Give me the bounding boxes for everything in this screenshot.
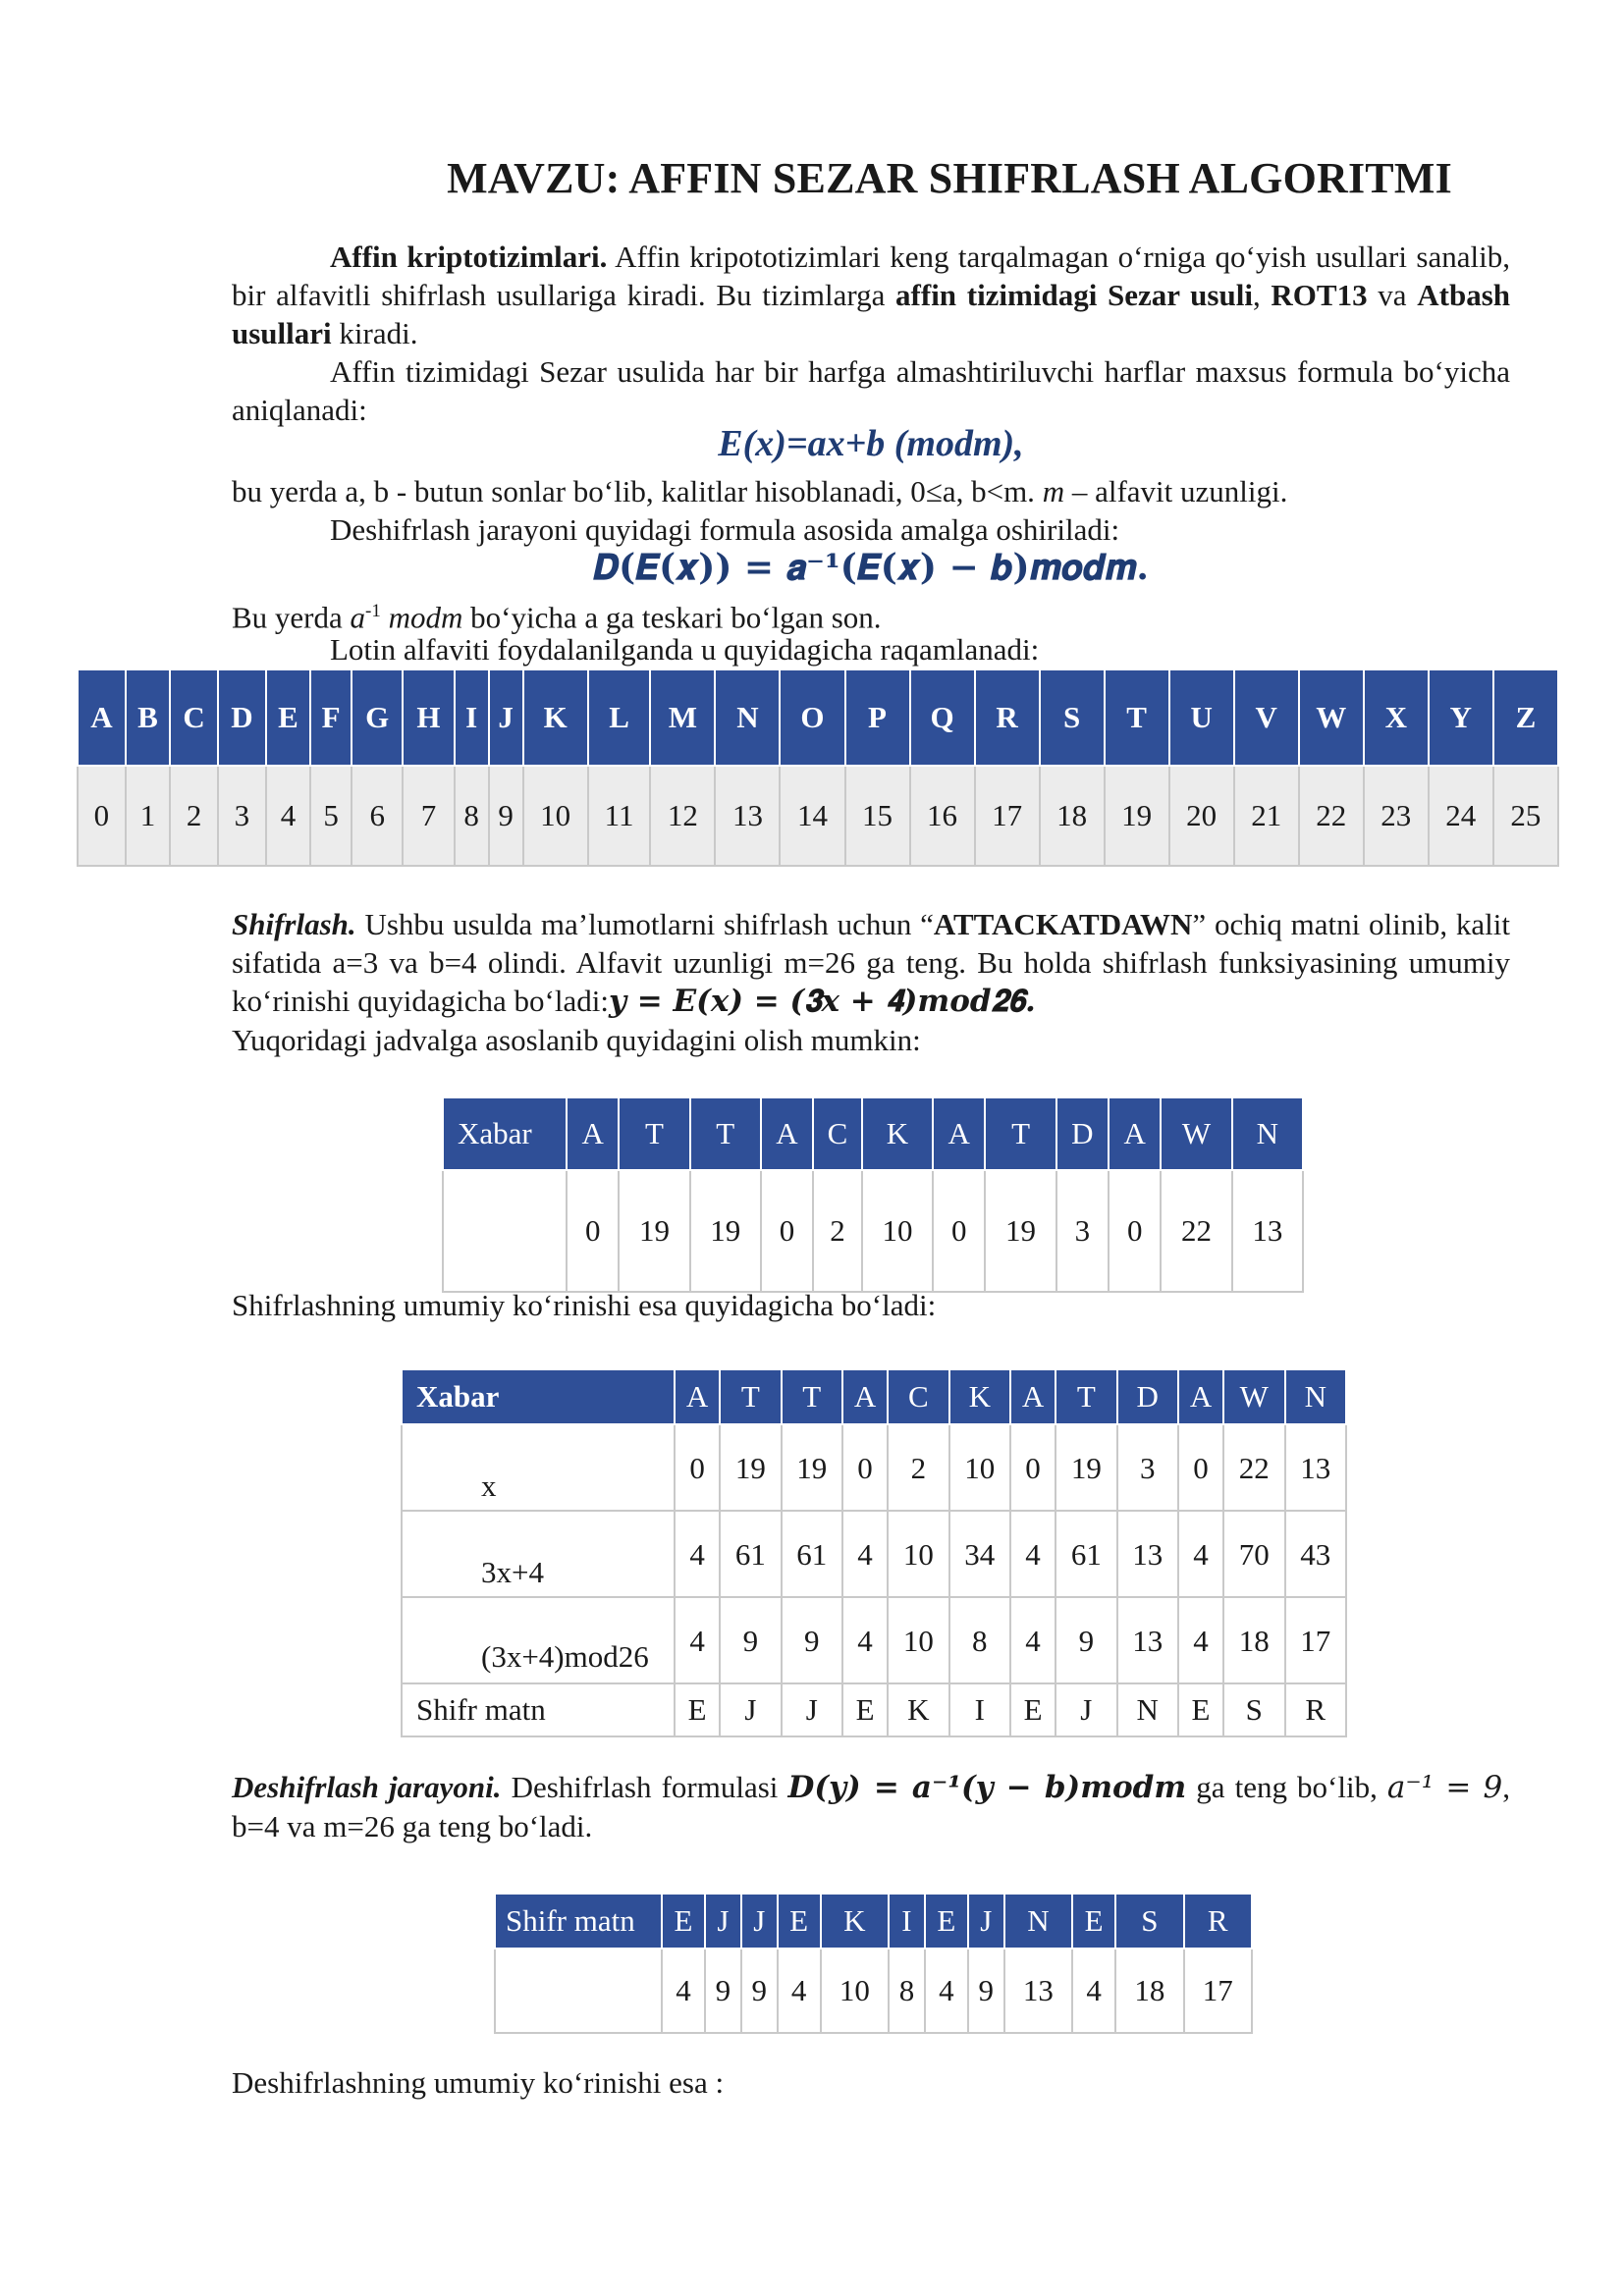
- encryption-letter-cell: T: [782, 1369, 842, 1424]
- alphabet-letter-cell: K: [523, 669, 588, 766]
- decryption-empty-cell: [495, 1949, 662, 2033]
- alphabet-number-cell: 13: [715, 766, 780, 866]
- decryption-function: 𝑫(𝒚) = 𝒂⁻¹(𝒚 − 𝒃)𝒎𝒐𝒅𝒎: [787, 1770, 1187, 1805]
- alphabet-letter-cell: Z: [1493, 669, 1558, 766]
- encryption-value-cell: 4: [1178, 1511, 1223, 1597]
- message-number-cell: 3: [1056, 1170, 1109, 1292]
- decryption-letter-cell: J: [968, 1894, 1004, 1949]
- paragraph-encryption: [232, 905, 1510, 1059]
- inverse-text: bo‘yicha a ga teskari bo‘lgan son.: [462, 600, 882, 635]
- message-number-cell: 10: [862, 1170, 933, 1292]
- decryption-letter-cell: K: [821, 1894, 889, 1949]
- encryption-table: [401, 1368, 1347, 1737]
- encryption-value-cell: 10: [888, 1597, 948, 1683]
- encryption-value-cell: 0: [842, 1424, 888, 1511]
- paragraph-decryption: [232, 1768, 1510, 1845]
- alphabet-letter-cell: P: [845, 669, 910, 766]
- encryption-text: ” ochiq matni olinib, kalit sifatida a=3 va b=4 olindi. Alfavit uzunligi m=26 ga teng. Bu holda shifrlash funksiyasining umumiy ko‘rinishi quyidagicha bo‘ladi:: [232, 907, 1510, 1018]
- cipher-letter-cell: E: [842, 1683, 888, 1736]
- encryption-row-x: [402, 1424, 1346, 1511]
- alphabet-number-cell: 12: [650, 766, 715, 866]
- alphabet-number-cell: 5: [310, 766, 352, 866]
- intro-bold-term: Atbash usullari: [232, 278, 1511, 350]
- encryption-letter-cell: C: [888, 1369, 948, 1424]
- encryption-value-cell: 0: [1010, 1424, 1056, 1511]
- alphabet-number-cell: 22: [1299, 766, 1364, 866]
- alphabet-letter-cell: L: [588, 669, 651, 766]
- encryption-value-cell: 9: [720, 1597, 781, 1683]
- message-letter-cell: A: [567, 1097, 619, 1170]
- alphabet-numbers-row: [78, 766, 1558, 866]
- alphabet-number-cell: 2: [170, 766, 218, 866]
- decryption-text: , b=4 va m=26 ga teng bo‘ladi.: [232, 1770, 1511, 1843]
- decryption-number-cell: 9: [968, 1949, 1004, 2033]
- message-letter-cell: K: [862, 1097, 933, 1170]
- message-letter-cell: T: [619, 1097, 689, 1170]
- decryption-number-cell: 18: [1115, 1949, 1183, 2033]
- encryption-letter-cell: T: [720, 1369, 781, 1424]
- encryption-value-cell: 19: [782, 1424, 842, 1511]
- encryption-value-cell: 61: [720, 1511, 781, 1597]
- keys-m: m: [1042, 474, 1065, 508]
- message-number-cell: 19: [619, 1170, 689, 1292]
- inverse-text: Bu yerda: [232, 600, 351, 635]
- alphabet-number-cell: 7: [403, 766, 454, 866]
- cipher-letter-cell: S: [1223, 1683, 1284, 1736]
- paragraph-affine-rule: Affin tizimidagi Sezar usulida har bir harfga almashtiriluvchi harflar maxsus formula bo‘yicha aniqlanadi:: [232, 354, 1510, 427]
- encryption-value-cell: 10: [949, 1424, 1010, 1511]
- intro-text: va: [1367, 278, 1418, 312]
- encryption-row-cipher: [402, 1683, 1346, 1736]
- encryption-letter-cell: A: [842, 1369, 888, 1424]
- decryption-letter-cell: R: [1184, 1894, 1252, 1949]
- alphabet-number-cell: 19: [1105, 766, 1169, 866]
- alphabet-letter-cell: U: [1169, 669, 1234, 766]
- decryption-letter-cell: I: [889, 1894, 925, 1949]
- intro-text: kiradi.: [331, 316, 418, 350]
- row-label: (3x+4)mod26: [402, 1597, 675, 1683]
- encryption-header-label: Xabar: [402, 1369, 675, 1424]
- decryption-number-cell: 10: [821, 1949, 889, 2033]
- decryption-number-cell: 13: [1004, 1949, 1072, 2033]
- message-table: [442, 1096, 1304, 1293]
- alphabet-letter-cell: C: [170, 669, 218, 766]
- message-number-cell: 0: [1109, 1170, 1161, 1292]
- decryption-letter-cell: J: [705, 1894, 741, 1949]
- cipher-letter-cell: R: [1285, 1683, 1346, 1736]
- decryption-table: [494, 1893, 1253, 2034]
- row-label: 3x+4: [402, 1511, 675, 1597]
- alphabet-letter-cell: A: [78, 669, 126, 766]
- message-letter-cell: A: [1109, 1097, 1161, 1170]
- alphabet-number-cell: 20: [1169, 766, 1234, 866]
- cipher-letter-cell: E: [1178, 1683, 1223, 1736]
- message-letter-cell: W: [1161, 1097, 1231, 1170]
- decryption-letter-cell: E: [662, 1894, 705, 1949]
- encryption-text: Yuqoridagi jadvalga asoslanib quyidagini olish mumkin:: [232, 1023, 921, 1057]
- paragraph-alphabet-intro: Lotin alfaviti foydalanilganda u quyidagicha raqamlanadi:: [330, 632, 1040, 667]
- alphabet-number-cell: 21: [1234, 766, 1299, 866]
- decryption-numbers-row: [495, 1949, 1252, 2033]
- alphabet-letter-cell: W: [1299, 669, 1364, 766]
- alphabet-letter-cell: S: [1040, 669, 1105, 766]
- encryption-value-cell: 13: [1285, 1424, 1346, 1511]
- encryption-value-cell: 2: [888, 1424, 948, 1511]
- decryption-number-cell: 4: [925, 1949, 968, 2033]
- encryption-value-cell: 0: [675, 1424, 720, 1511]
- intro-text: Affin kripototizimlari keng tarqalmagan o‘rniga qo‘yish usullari sanalib, bir alfavitli shifrlash usullariga kiradi. Bu tizimlarga: [232, 240, 1510, 312]
- encryption-letter-cell: A: [1178, 1369, 1223, 1424]
- decryption-letter-cell: E: [1072, 1894, 1115, 1949]
- message-number-cell: 19: [690, 1170, 761, 1292]
- decryption-lead: Deshifrlash jarayoni.: [232, 1770, 502, 1804]
- encryption-value-cell: 0: [1178, 1424, 1223, 1511]
- intro-bold-term: ROT13: [1271, 278, 1368, 312]
- decryption-label: Shifr matn: [495, 1894, 662, 1949]
- encryption-value-cell: 61: [1056, 1511, 1116, 1597]
- encryption-value-cell: 4: [1010, 1597, 1056, 1683]
- encryption-letter-cell: K: [949, 1369, 1010, 1424]
- message-letter-cell: C: [813, 1097, 862, 1170]
- alphabet-letter-cell: X: [1364, 669, 1429, 766]
- cipher-letter-cell: J: [782, 1683, 842, 1736]
- message-number-cell: 0: [567, 1170, 619, 1292]
- alphabet-number-cell: 25: [1493, 766, 1558, 866]
- message-letter-cell: T: [690, 1097, 761, 1170]
- message-letters-row: [443, 1097, 1303, 1170]
- message-letter-cell: A: [933, 1097, 985, 1170]
- encryption-value-cell: 18: [1223, 1597, 1284, 1683]
- alphabet-letters-row: [78, 669, 1558, 766]
- cipher-letter-cell: K: [888, 1683, 948, 1736]
- message-number-cell: 2: [813, 1170, 862, 1292]
- encryption-value-cell: 8: [949, 1597, 1010, 1683]
- message-letter-cell: D: [1056, 1097, 1109, 1170]
- message-letter-cell: T: [985, 1097, 1056, 1170]
- alphabet-number-cell: 24: [1429, 766, 1493, 866]
- encryption-value-cell: 4: [842, 1511, 888, 1597]
- encryption-formula: E(x)=ax+b (modm),: [718, 423, 1024, 464]
- encryption-value-cell: 22: [1223, 1424, 1284, 1511]
- encryption-lead: Shifrlash.: [232, 907, 356, 941]
- intro-lead: Affin kriptotizimlari.: [330, 240, 608, 274]
- decryption-letter-cell: J: [741, 1894, 778, 1949]
- decryption-number-cell: 8: [889, 1949, 925, 2033]
- alphabet-letter-cell: B: [126, 669, 170, 766]
- alphabet-number-cell: 0: [78, 766, 126, 866]
- alphabet-number-cell: 3: [218, 766, 266, 866]
- alphabet-letter-cell: O: [780, 669, 844, 766]
- message-number-cell: 19: [985, 1170, 1056, 1292]
- alphabet-number-cell: 1: [126, 766, 170, 866]
- encryption-letter-cell: A: [1010, 1369, 1056, 1424]
- encryption-value-cell: 10: [888, 1511, 948, 1597]
- intro-text: ,: [1252, 278, 1272, 312]
- cipher-letter-cell: E: [675, 1683, 720, 1736]
- encryption-letter-cell: W: [1223, 1369, 1284, 1424]
- alphabet-letter-cell: V: [1234, 669, 1299, 766]
- alphabet-number-cell: 8: [455, 766, 489, 866]
- encryption-header-row: [402, 1369, 1346, 1424]
- encryption-value-cell: 4: [1178, 1597, 1223, 1683]
- message-number-cell: 0: [761, 1170, 813, 1292]
- alphabet-number-cell: 9: [489, 766, 523, 866]
- encryption-value-cell: 13: [1117, 1511, 1178, 1597]
- inverse-modm: modm: [380, 600, 463, 635]
- encryption-letter-cell: N: [1285, 1369, 1346, 1424]
- row-label: x: [402, 1424, 675, 1511]
- decryption-letter-cell: E: [778, 1894, 821, 1949]
- paragraph-last: Deshifrlashning umumiy ko‘rinishi esa :: [232, 2065, 725, 2100]
- decryption-number-cell: 4: [1072, 1949, 1115, 2033]
- alphabet-letter-cell: D: [218, 669, 266, 766]
- encryption-value-cell: 3: [1117, 1424, 1178, 1511]
- encryption-value-cell: 19: [1056, 1424, 1116, 1511]
- encryption-value-cell: 9: [782, 1597, 842, 1683]
- alphabet-number-cell: 15: [845, 766, 910, 866]
- row-label: Shifr matn: [402, 1683, 675, 1736]
- encryption-value-cell: 19: [720, 1424, 781, 1511]
- message-numbers-row: [443, 1170, 1303, 1292]
- alphabet-letter-cell: H: [403, 669, 454, 766]
- message-number-cell: 0: [933, 1170, 985, 1292]
- cipher-letter-cell: E: [1010, 1683, 1056, 1736]
- alphabet-letter-cell: T: [1105, 669, 1169, 766]
- alphabet-letter-cell: E: [266, 669, 310, 766]
- paragraph-keys: [232, 472, 1510, 510]
- alphabet-number-cell: 10: [523, 766, 588, 866]
- alphabet-letter-cell: M: [650, 669, 715, 766]
- decryption-number-cell: 4: [662, 1949, 705, 2033]
- paragraph-decryption-intro: Deshifrlash jarayoni quyidagi formula asosida amalga oshiriladi:: [330, 512, 1120, 547]
- encryption-value-cell: 13: [1117, 1597, 1178, 1683]
- decryption-number-cell: 4: [778, 1949, 821, 2033]
- encryption-value-cell: 34: [949, 1511, 1010, 1597]
- alphabet-letter-cell: Y: [1429, 669, 1493, 766]
- alphabet-letter-cell: J: [489, 669, 523, 766]
- alphabet-number-cell: 6: [352, 766, 403, 866]
- encryption-letter-cell: T: [1056, 1369, 1116, 1424]
- intro-paragraph: [232, 238, 1510, 352]
- intro-bold-term: affin tizimidagi Sezar usuli: [895, 278, 1253, 312]
- encryption-value-cell: 4: [675, 1597, 720, 1683]
- alphabet-number-cell: 14: [780, 766, 844, 866]
- decryption-letter-cell: S: [1115, 1894, 1183, 1949]
- decryption-text: ga teng bo‘lib,: [1186, 1770, 1387, 1804]
- inverse-value: 𝑎⁻¹ = 9: [1386, 1770, 1503, 1805]
- decryption-text: Deshifrlash formulasi: [501, 1770, 788, 1804]
- encryption-text: Ushbu usulda ma’lumotlarni shifrlash uchun “: [355, 907, 934, 941]
- decryption-number-cell: 9: [741, 1949, 778, 2033]
- encryption-value-cell: 4: [675, 1511, 720, 1597]
- alphabet-table: [77, 668, 1559, 867]
- alphabet-letter-cell: Q: [910, 669, 975, 766]
- page-title: MAVZU: AFFIN SEZAR SHIFRLASH ALGORITMI: [447, 154, 1452, 202]
- keys-text: – alfavit uzunligi.: [1064, 474, 1288, 508]
- message-empty-cell: [443, 1170, 567, 1292]
- message-number-cell: 13: [1232, 1170, 1303, 1292]
- cipher-letter-cell: J: [1056, 1683, 1116, 1736]
- decryption-number-cell: 17: [1184, 1949, 1252, 2033]
- inverse-sup: -1: [365, 601, 381, 621]
- alphabet-number-cell: 23: [1364, 766, 1429, 866]
- plaintext-word: ATTACKATDAWN: [933, 907, 1193, 941]
- encryption-value-cell: 43: [1285, 1511, 1346, 1597]
- decryption-letter-cell: E: [925, 1894, 968, 1949]
- decryption-letters-row: [495, 1894, 1252, 1949]
- message-number-cell: 22: [1161, 1170, 1231, 1292]
- alphabet-number-cell: 11: [588, 766, 651, 866]
- encryption-value-cell: 4: [842, 1597, 888, 1683]
- encryption-value-cell: 4: [1010, 1511, 1056, 1597]
- encryption-value-cell: 61: [782, 1511, 842, 1597]
- encryption-row-linear: [402, 1511, 1346, 1597]
- decryption-number-cell: 9: [705, 1949, 741, 2033]
- alphabet-number-cell: 18: [1040, 766, 1105, 866]
- alphabet-letter-cell: N: [715, 669, 780, 766]
- cipher-letter-cell: I: [949, 1683, 1010, 1736]
- alphabet-letter-cell: G: [352, 669, 403, 766]
- keys-text: bu yerda a, b - butun sonlar bo‘lib, kalitlar hisoblanadi, 0≤a, b<m.: [232, 474, 1043, 508]
- encryption-value-cell: 70: [1223, 1511, 1284, 1597]
- cipher-letter-cell: N: [1117, 1683, 1178, 1736]
- message-letter-cell: A: [761, 1097, 813, 1170]
- message-label: Xabar: [443, 1097, 567, 1170]
- encryption-function: 𝒚 = 𝑬(𝒙) = (𝟑𝒙 + 𝟒)𝒎𝒐𝒅𝟐𝟔.: [608, 984, 1036, 1019]
- encryption-value-cell: 9: [1056, 1597, 1116, 1683]
- alphabet-letter-cell: F: [310, 669, 352, 766]
- alphabet-letter-cell: R: [975, 669, 1040, 766]
- alphabet-number-cell: 4: [266, 766, 310, 866]
- alphabet-number-cell: 17: [975, 766, 1040, 866]
- encryption-letter-cell: D: [1117, 1369, 1178, 1424]
- cipher-letter-cell: J: [720, 1683, 781, 1736]
- encryption-letter-cell: A: [675, 1369, 720, 1424]
- encryption-value-cell: 17: [1285, 1597, 1346, 1683]
- decryption-letter-cell: N: [1004, 1894, 1072, 1949]
- decryption-formula: 𝑫(𝑬(𝒙)) = 𝒂⁻¹(𝑬(𝒙) − 𝒃)𝒎𝒐𝒅𝒎.: [593, 547, 1149, 588]
- message-letter-cell: N: [1232, 1097, 1303, 1170]
- alphabet-number-cell: 16: [910, 766, 975, 866]
- inverse-a: a: [350, 600, 366, 635]
- paragraph-general-form: Shifrlashning umumiy ko‘rinishi esa quyidagicha bo‘ladi:: [232, 1288, 937, 1322]
- encryption-row-mod: [402, 1597, 1346, 1683]
- alphabet-letter-cell: I: [455, 669, 489, 766]
